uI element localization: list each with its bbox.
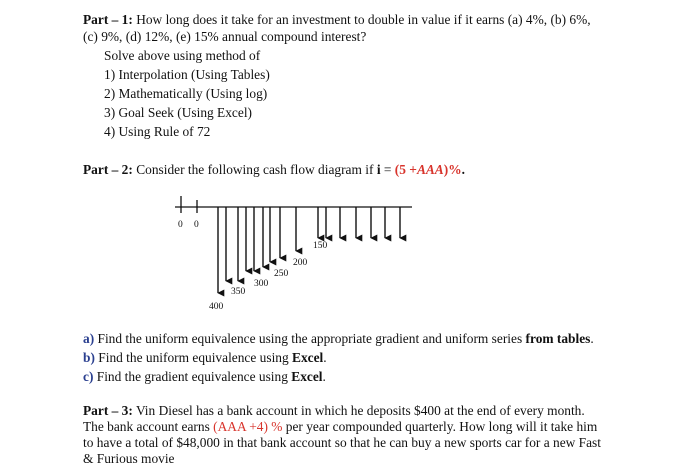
question-a-letter: a) — [83, 331, 95, 346]
part2-question-c — [83, 369, 326, 385]
value-label-250: 250 — [274, 269, 289, 279]
question-c-bold: Excel — [291, 369, 323, 384]
question-b-letter: b) — [83, 350, 95, 365]
part3-line4: & Furious movie — [83, 451, 175, 466]
part3-text-line1: Vin Diesel has a bank account in which he deposits $400 at the end of every month. — [135, 403, 585, 418]
value-label-350: 350 — [231, 287, 246, 297]
value-label-300: 300 — [254, 279, 269, 289]
question-b-post: . — [323, 350, 327, 365]
period-label-1: 0 — [194, 220, 199, 230]
part3-line3: to have a total of $48,000 in that bank account so that he can buy a new sports car for a new Fast — [83, 435, 601, 450]
part1-label: Part – 1: — [83, 12, 133, 27]
part2-label: Part – 2: — [83, 162, 133, 177]
part1-method-4: 4) Using Rule of 72 — [104, 124, 211, 139]
value-label-150: 150 — [313, 241, 328, 251]
part2-equals: = — [380, 162, 395, 177]
value-label-400: 400 — [209, 302, 224, 312]
part2-question-b — [83, 350, 327, 366]
part1-question-line1: How long does it take for an investment to double in value if it earns (a) 4%, (b) 6%, — [136, 12, 591, 27]
part3-label: Part – 3: — [83, 403, 133, 418]
part1-question-line2: (c) 9%, (d) 12%, (e) 15% annual compound interest? — [83, 29, 367, 44]
part2-text: Consider the following cash flow diagram if — [136, 162, 374, 177]
part1-method-3: 3) Goal Seek (Using Excel) — [104, 105, 252, 120]
question-b-bold: Excel — [292, 350, 324, 365]
part1-method-2: 2) Mathematically (Using log) — [104, 86, 268, 101]
part2-rate-open: (5 + — [394, 162, 417, 177]
part3-rate: (AAA +4) % — [213, 419, 283, 434]
period-label-0: 0 — [178, 220, 183, 230]
question-c-text: Find the gradient equivalence using — [96, 369, 288, 384]
part3-text-line2-pre: The bank account earns — [83, 419, 214, 434]
part2-rate-var: AAA — [416, 162, 444, 177]
part2-i-symbol: i — [376, 162, 381, 177]
question-a-text: Find the uniform equivalence using the appropriate gradient and uniform series — [97, 331, 523, 346]
value-label-200: 200 — [293, 258, 308, 268]
part1-method-1: 1) Interpolation (Using Tables) — [104, 67, 270, 82]
question-a-post: . — [590, 331, 594, 346]
part2-question-a — [83, 331, 594, 347]
question-c-letter: c) — [83, 369, 94, 384]
part3-line2 — [83, 419, 597, 435]
question-a-bold: from tables — [525, 331, 591, 346]
part2-rate-close: )% — [443, 162, 462, 177]
part1-solve-intro: Solve above using method of — [104, 48, 261, 63]
part3-line1 — [83, 403, 585, 419]
part3-text-line2-post: per year compounded quarterly. How long will it take him — [282, 419, 598, 434]
question-b-text: Find the uniform equivalence using — [98, 350, 289, 365]
part2-period: . — [461, 162, 465, 177]
question-c-post: . — [322, 369, 326, 384]
